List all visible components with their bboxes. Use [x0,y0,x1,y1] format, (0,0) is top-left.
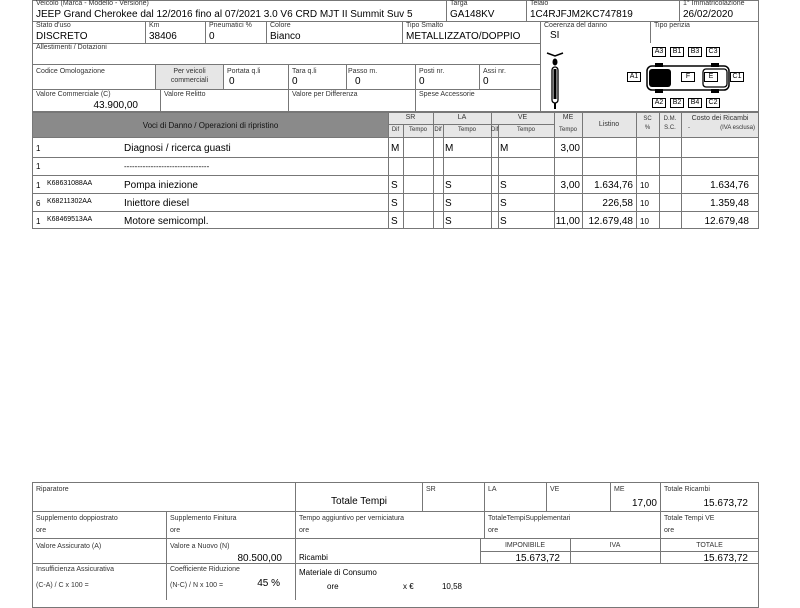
la-header: LA [457,114,467,121]
table-row-1-la: M [445,143,454,154]
tot-suppl-label: TotaleTempiSupplementari [488,515,571,522]
stato-value: DISCRETO [36,31,88,42]
totale-value: 15.673,72 [703,553,748,564]
costo-header-2: (IVA esclusa) [720,125,755,131]
ve-tempo-header: Tempo [516,127,535,133]
costo-header-dash: - [688,125,690,131]
km-label: Km [149,22,160,29]
damage-zone-f[interactable]: F [681,72,695,82]
commerciali-label-1: Per veicoli [173,68,206,75]
table-row-3-code: K68631088AA [47,180,93,187]
sc-header-2: % [644,125,651,131]
table-row-4-costo: 1.359,48 [710,198,749,209]
damage-zone-a3[interactable]: A3 [652,47,666,57]
perizia-label: Tipo perizia [654,22,690,29]
table-row-5-costo: 12.679,48 [704,216,749,227]
table-row-4-qty: 6 [36,199,41,208]
footer-me-value: 17,00 [631,498,657,509]
table-row-3-listino: 1.634,76 [594,180,633,191]
pneumatici-label: Pneumatici % [209,22,252,29]
omologazione-label: Codice Omologazione [36,68,105,75]
materiale-unit: ore [327,582,339,591]
damage-zone-b3[interactable]: B3 [688,47,702,57]
targa-value: GA148KV [450,9,495,20]
footer-me-label: ME [614,486,625,493]
commerciali-label-2: commerciali [170,77,209,84]
valore-nuovo-value: 80.500,00 [237,553,282,564]
smalto-label: Tipo Smalto [406,22,444,29]
la-tempo-header: Tempo [457,127,476,133]
damage-zone-e[interactable]: E [704,72,718,82]
passo-label: Passo m. [348,68,378,75]
table-row-3-qty: 1 [36,181,41,190]
suppl-dopp-label: Supplemento doppiostrato [36,515,118,522]
table-row-3-costo: 1.634,76 [710,180,749,191]
km-value: 38406 [149,31,177,42]
valore-nuovo-label: Valore a Nuovo (N) [170,543,230,550]
costo-header-1: Costo dei Ricambi [691,115,749,122]
voci-header: Voci di Danno / Operazioni di ripristino [142,121,279,130]
tara-label: Tara q.li [292,68,317,75]
la-dif-header: Dif [434,127,442,133]
table-row-5-qty: 1 [36,217,41,226]
damage-zone-c1[interactable]: C1 [730,72,744,82]
damage-zone-c3[interactable]: C3 [706,47,720,57]
table-row-3-sc: 10 [640,181,649,190]
tempo-agg-unit: ore [299,527,310,534]
table-row-3-ve: S [500,180,507,191]
suppl-dopp-unit: ore [36,527,47,534]
insuff-formula: (C-A) / C x 100 = [36,582,89,589]
coeff-value: 45 % [257,578,280,589]
me-tempo-header: Tempo [558,127,577,133]
allestimenti-label: Allestimenti / Dotazioni [36,44,107,51]
suppl-fin-unit: ore [170,527,181,534]
colore-value: Bianco [270,31,301,42]
table-row-4-ve: S [500,198,507,209]
footer-sr-label: SR [426,486,436,493]
table-row-4-la: S [445,198,452,209]
table-row-1-ve: M [500,143,509,154]
coeff-label: Coefficiente Riduzione [170,566,240,573]
materiale-value: 10,58 [441,582,462,591]
table-row-2-desc: -------------------------------- [124,162,210,171]
tempo-agg-label: Tempo aggiuntivo per verniciatura [299,515,405,522]
portata-value: 0 [229,76,235,87]
totale-label: TOTALE [696,542,723,549]
posti-value: 0 [419,76,425,87]
me-header: ME [562,114,574,121]
immatricolazione-value: 26/02/2020 [683,9,734,20]
suppl-fin-label: Supplemento Finitura [170,515,237,522]
table-row-4-desc: Iniettore diesel [124,198,190,209]
passo-value: 0 [355,76,361,87]
stato-label: Stato d'uso [36,22,71,29]
sr-tempo-header: Tempo [408,127,427,133]
telaio-label: Telaio [530,0,549,7]
table-row-1-sr: M [391,143,400,154]
riparatore-label: Riparatore [36,486,69,493]
portata-label: Portata q.li [227,68,261,75]
posti-label: Posti nr. [419,68,445,75]
valore-assicurato-label: Valore Assicurato (A) [36,543,102,550]
ve-dif-header: Dif [491,127,499,133]
table-row-5-sc: 10 [640,217,649,226]
ve-header: VE [517,114,528,121]
materiale-label: Materiale di Consumo [299,568,377,577]
veicolo-label: Veicolo (Marca - Modello - Versione) [36,0,149,7]
veicolo-value: JEEP Grand Cherokee dal 12/2016 fino al 07/2021 3.0 V6 CRD MJT II Summit Suv 5 [36,9,413,20]
damage-zone-b4[interactable]: B4 [688,98,702,108]
totale-tempi-label: Totale Tempi [331,496,387,507]
totale-ricambi-value: 15.673,72 [703,498,748,509]
valore-commerciale-value: 43.900,00 [93,100,138,111]
table-row-4-listino: 226,58 [602,198,633,209]
footer-ve-label: VE [550,486,560,493]
table-row-5-code: K68469513AA [47,216,93,223]
coeff-formula: (N-C) / N x 100 = [170,582,224,589]
imponibile-label: IMPONIBILE [504,542,546,549]
table-row-3-la: S [445,180,452,191]
table-row-1-qty: 1 [36,144,41,153]
table-row-5-la: S [445,216,452,227]
damage-zone-a2[interactable]: A2 [652,98,666,108]
iva-label: IVA [609,542,621,549]
dm-header-2: S.C. [664,125,676,131]
damage-zone-b2[interactable]: B2 [670,98,684,108]
sr-header: SR [405,114,416,121]
table-row-5-me: 11,00 [555,216,580,227]
table-row-3-sr: S [391,180,398,191]
totale-ricambi-label: Totale Ricambi [664,486,710,493]
materiale-x: x € [403,582,414,591]
tot-suppl-unit: ore [488,527,499,534]
listino-header: Listino [598,121,620,128]
dm-header-1: D.M. [663,116,677,122]
tara-value: 0 [292,76,298,87]
assi-value: 0 [483,76,489,87]
table-row-4-code: K68211302AA [47,198,92,205]
smalto-value: METALLIZZATO/DOPPIO [406,31,521,42]
table-row-3-me: 3,00 [560,180,580,191]
damage-zone-b1[interactable]: B1 [670,47,684,57]
colore-label: Colore [270,22,291,29]
valore-differenza-label: Valore per Differenza [292,91,358,98]
coerenza-label: Coerenza del danno [544,22,608,29]
targa-label: Targa [450,0,468,7]
table-row-5-listino: 12.679,48 [588,216,633,227]
immatricolazione-label: 1° Immatricolazione [683,0,745,7]
table-row-5-ve: S [500,216,507,227]
table-row-4-sr: S [391,198,398,209]
assi-label: Assi nr. [483,68,506,75]
table-row-3-desc: Pompa iniezione [124,180,198,191]
tot-ve-unit: ore [664,527,675,534]
tot-ve-label: Totale Tempi VE [664,515,715,522]
spese-accessorie-label: Spese Accessorie [419,91,475,98]
table-row-1-me: 3,00 [560,143,580,154]
table-row-1-desc: Diagnosi / ricerca guasti [124,143,231,154]
sr-dif-header: Dif [391,127,400,133]
table-row-5-desc: Motore semicompl. [124,216,209,227]
footer-la-label: LA [488,486,497,493]
insuff-label: Insufficienza Assicurativa [36,566,115,573]
table-row-4-sc: 10 [640,199,649,208]
damage-zone-a1[interactable]: A1 [627,72,641,82]
valore-commerciale-label: Valore Commerciale (C) [36,91,111,98]
pneumatici-value: 0 [209,31,215,42]
telaio-value: 1C4RJFJM2KC747819 [530,9,633,20]
coerenza-value: SI [550,30,560,41]
imponibile-value: 15.673,72 [515,553,560,564]
sc-header-1: SC [643,116,652,122]
table-row-5-sr: S [391,216,398,227]
table-row-2-qty: 1 [36,162,41,171]
motorcycle-icon [543,45,567,111]
ricambi-label: Ricambi [299,553,328,562]
valore-relitto-label: Valore Relitto [164,91,206,98]
damage-zone-c2[interactable]: C2 [706,98,720,108]
